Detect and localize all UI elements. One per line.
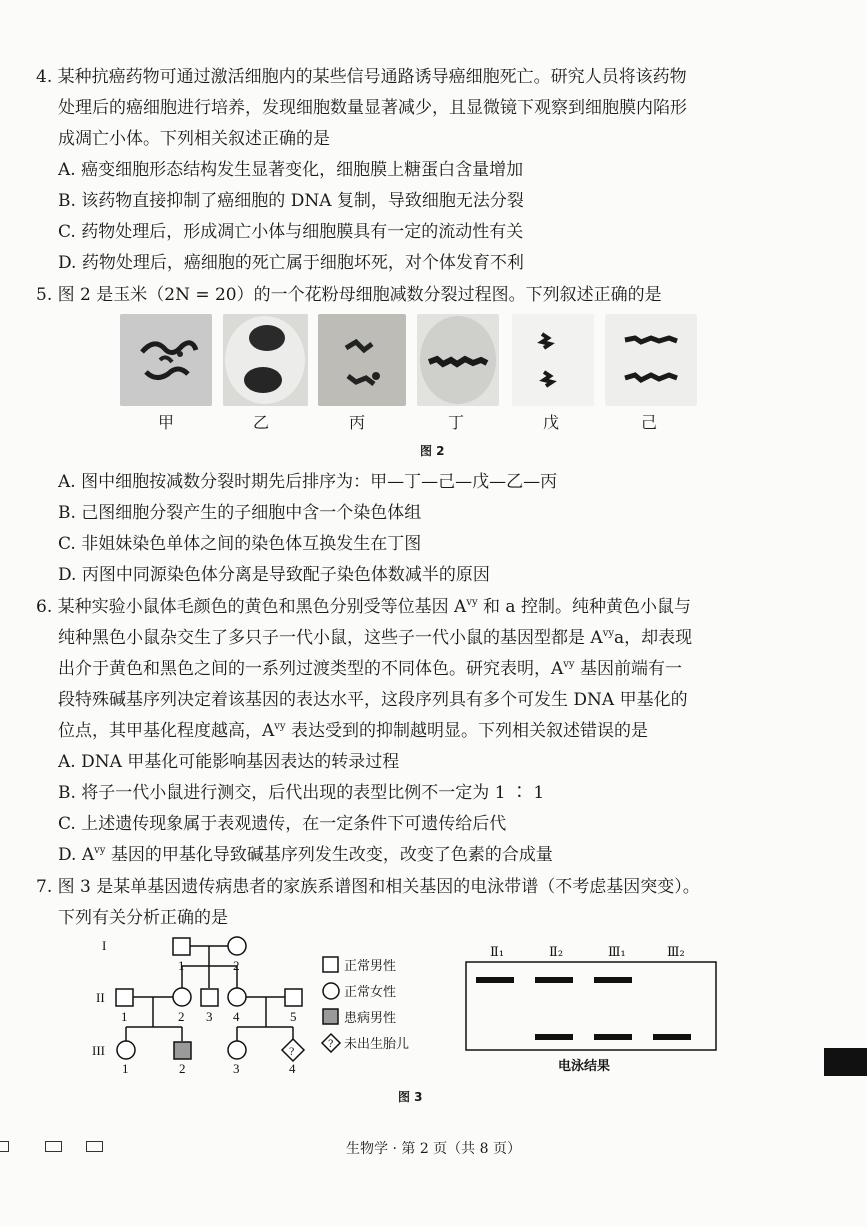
num-II-2: 2 xyxy=(178,1009,185,1024)
fetus-question-mark: ? xyxy=(289,1044,295,1058)
q5-stem: 5. 图 2 是玉米（2N = 20）的一个花粉母细胞减数分裂过程图。下列叙述正确的是 xyxy=(36,285,662,305)
page-footer: 生物学 · 第 2 页（共 8 页） xyxy=(346,1141,521,1157)
legend-affected-male-icon xyxy=(323,1009,338,1024)
num-II-3: 3 xyxy=(206,1009,213,1024)
q4-stem-line-1: 4. 某种抗癌药物可通过激活细胞内的某些信号通路诱导癌细胞死亡。研究人员将该药物 xyxy=(36,67,687,87)
label-ding: 丁 xyxy=(448,413,465,432)
micrograph-ding xyxy=(417,314,499,406)
legend-normal-male-icon xyxy=(323,957,338,972)
question-5 xyxy=(36,280,836,311)
band-II2-upper xyxy=(535,977,573,983)
figure-3-caption: 图 3 xyxy=(398,1090,423,1104)
q6-option-c: C. 上述遗传现象属于表观遗传，在一定条件下可遗传给后代 xyxy=(58,814,507,834)
micrograph-bing xyxy=(318,314,406,406)
q4-option-b: B. 该药物直接抑制了癌细胞的 DNA 复制，导致细胞无法分裂 xyxy=(58,191,524,211)
legend-normal-female: 正常女性 xyxy=(344,985,397,1000)
num-III-2: 2 xyxy=(179,1061,186,1076)
num-I-2: 2 xyxy=(233,958,240,973)
label-wu: 戊 xyxy=(543,413,560,432)
pedigree-I-2 xyxy=(228,937,246,955)
q4-option-d: D. 药物处理后，癌细胞的死亡属于细胞坏死，对个体发育不利 xyxy=(58,253,524,273)
label-yi: 乙 xyxy=(253,413,270,432)
micrograph-yi xyxy=(223,314,308,406)
meiosis-micrographs xyxy=(120,314,700,409)
pedigree-II-5 xyxy=(285,989,302,1006)
label-bing: 丙 xyxy=(349,413,366,432)
gel-caption: 电泳结果 xyxy=(558,1059,611,1074)
pedigree-II-3 xyxy=(201,989,218,1006)
num-II-4: 4 xyxy=(233,1009,240,1024)
gen-label-I: I xyxy=(102,938,107,953)
gel-electrophoresis xyxy=(462,940,722,1075)
q5-option-b: B. 己图细胞分裂产生的子细胞中含一个染色体组 xyxy=(58,503,422,523)
question-6 xyxy=(36,592,836,747)
pedigree-II-2 xyxy=(173,988,191,1006)
num-III-3: 3 xyxy=(233,1061,240,1076)
figure-2-caption: 图 2 xyxy=(420,444,445,458)
q6-option-a: A. DNA 甲基化可能影响基因表达的转录过程 xyxy=(58,752,400,772)
q7-stem-line-1: 7. 图 3 是某单基因遗传病患者的家族系谱图和相关基因的电泳带谱（不考虑基因突变）。 xyxy=(36,877,700,897)
num-II-1: 1 xyxy=(121,1009,128,1024)
num-I-1: 1 xyxy=(178,958,185,973)
label-ji: 己 xyxy=(641,413,658,432)
legend-affected-male: 患病男性 xyxy=(344,1011,397,1026)
q4-option-c: C. 药物处理后，形成凋亡小体与细胞膜具有一定的流动性有关 xyxy=(58,222,524,242)
num-III-4: 4 xyxy=(289,1061,296,1076)
lane-label-III1: Ⅲ₁ xyxy=(608,945,626,960)
pedigree-II-4 xyxy=(228,988,246,1006)
micrograph-wu xyxy=(512,314,594,406)
q6-stem-line-3: 出介于黄色和黑色之间的一系列过渡类型的不同体色。研究表明，$A^{vy}$ 基因前端有一 xyxy=(58,659,682,679)
q6-stem-line-5: 位点，其甲基化程度越高，$A^{vy}$ 表达受到的抑制越明显。下列相关叙述错误的是 xyxy=(58,721,648,741)
band-III2-lower xyxy=(653,1034,691,1040)
pedigree-III-3 xyxy=(228,1041,246,1059)
lane-label-II2: Ⅱ₂ xyxy=(549,945,564,960)
micrograph-ji xyxy=(605,314,697,406)
q7-stem-line-2: 下列有关分析正确的是 xyxy=(58,908,228,928)
q4-stem-line-2: 处理后的癌细胞进行培养，发现细胞数量显著减少，且显微镜下观察到细胞膜内陷形 xyxy=(58,98,687,118)
band-III1-upper xyxy=(594,977,632,983)
q5-option-a: A. 图中细胞按减数分裂时期先后排序为：甲—丁—己—戊—乙—丙 xyxy=(58,472,558,492)
pedigree-III-1 xyxy=(117,1041,135,1059)
scan-margin-mark xyxy=(824,1048,867,1076)
pedigree-legend xyxy=(320,953,450,1053)
micrograph-jia xyxy=(120,314,212,406)
legend-unborn: 未出生胎儿 xyxy=(344,1037,410,1052)
lane-label-III2: Ⅲ₂ xyxy=(667,945,685,960)
q4-stem-line-3: 成凋亡小体。下列相关叙述正确的是 xyxy=(58,129,330,149)
lane-label-II1: Ⅱ₁ xyxy=(490,945,505,960)
q4-option-a: A. 癌变细胞形态结构发生显著变化，细胞膜上糖蛋白含量增加 xyxy=(58,160,524,180)
legend-normal-male: 正常男性 xyxy=(344,959,397,974)
num-III-1: 1 xyxy=(122,1061,129,1076)
num-II-5: 5 xyxy=(290,1009,297,1024)
gen-label-II: II xyxy=(96,990,105,1005)
question-7 xyxy=(36,872,836,934)
svg-text:?: ? xyxy=(328,1039,334,1050)
pedigree-II-1 xyxy=(116,989,133,1006)
q6-option-b: B. 将子一代小鼠进行测交，后代出现的表型比例不一定为 1 ∶ 1 xyxy=(58,783,545,803)
question-4 xyxy=(36,62,836,155)
q6-stem-line-2: 纯种黑色小鼠杂交生了多只子一代小鼠，这些子一代小鼠的基因型都是 $A^{vy}a$，却表现 xyxy=(58,628,693,648)
pedigree-chart xyxy=(90,930,330,1080)
q5-option-c: C. 非姐妹染色单体之间的染色体互换发生在丁图 xyxy=(58,534,422,554)
band-II2-lower xyxy=(535,1034,573,1040)
q6-stem-line-1: 6. 某种实验小鼠体毛颜色的黄色和黑色分别受等位基因 $A^{vy}$ 和 a 控制。纯种黄色小鼠与 xyxy=(36,597,691,617)
pedigree-III-2 xyxy=(174,1042,191,1059)
band-II1-upper xyxy=(476,977,514,983)
pedigree-I-1 xyxy=(173,938,190,955)
q6-option-d: D. $A^{vy}$ 基因的甲基化导致碱基序列发生改变，改变了色素的合成量 xyxy=(58,845,553,865)
q6-stem-line-4: 段特殊碱基序列决定着该基因的表达水平，这段序列具有多个可发生 DNA 甲基化的 xyxy=(58,690,688,710)
legend-normal-female-icon xyxy=(323,983,339,999)
gen-label-III: III xyxy=(92,1043,105,1058)
q5-option-d: D. 丙图中同源染色体分离是导致配子染色体数减半的原因 xyxy=(58,565,490,585)
label-jia: 甲 xyxy=(158,413,175,432)
band-III1-lower xyxy=(594,1034,632,1040)
